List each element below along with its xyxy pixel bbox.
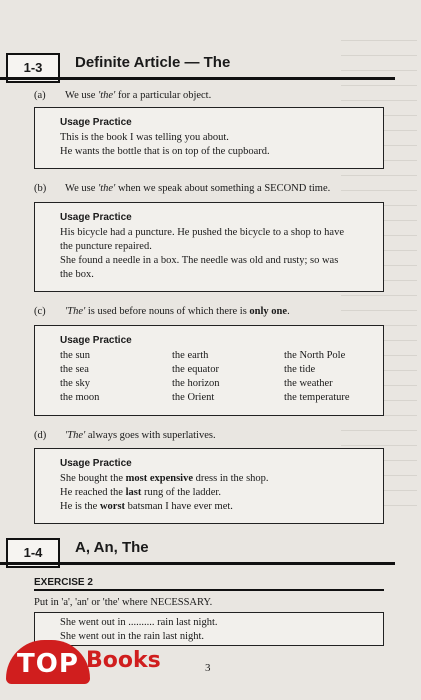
noun-item: the Orient bbox=[172, 392, 215, 403]
logo-word: Books bbox=[86, 648, 161, 673]
usage-practice-box-a bbox=[34, 107, 384, 169]
topbooks-logo bbox=[0, 640, 190, 688]
section-underline bbox=[0, 77, 395, 80]
usage-practice-box-b bbox=[34, 202, 384, 292]
example-line: His bicycle had a puncture. He pushed the bicycle to a shop to have bbox=[60, 227, 344, 238]
example-line: She bought the most expensive dress in the shop. bbox=[60, 473, 269, 484]
usage-practice-box-c bbox=[34, 325, 384, 416]
rule-text: We use 'the' for a particular object. bbox=[65, 90, 212, 101]
noun-item: the earth bbox=[172, 350, 209, 361]
noun-item: the sky bbox=[60, 378, 91, 389]
noun-item: the sun bbox=[60, 350, 91, 361]
section-number: 1-3 bbox=[6, 53, 60, 83]
noun-item: the tide bbox=[284, 364, 316, 375]
section-underline bbox=[0, 562, 395, 565]
section-number: 1-4 bbox=[6, 538, 60, 568]
noun-item: the horizon bbox=[172, 378, 220, 389]
section-title: A, An, The bbox=[75, 539, 149, 556]
page-number: 3 bbox=[205, 662, 211, 674]
rule-text: 'The' always goes with superlatives. bbox=[65, 430, 216, 441]
example-line: the puncture repaired. bbox=[60, 241, 152, 252]
noun-item: the North Pole bbox=[284, 350, 346, 361]
usage-practice-heading: Usage Practice bbox=[60, 117, 132, 128]
rule-label: (a) bbox=[34, 90, 46, 101]
usage-practice-heading: Usage Practice bbox=[60, 212, 132, 223]
section-header-1-4 bbox=[0, 535, 395, 565]
example-line: He wants the bottle that is on top of the cupboard. bbox=[60, 146, 270, 157]
exercise-rule bbox=[34, 589, 384, 591]
section-header-1-3 bbox=[0, 50, 395, 80]
usage-practice-box-d bbox=[34, 448, 384, 524]
rule-label: (d) bbox=[34, 430, 47, 441]
noun-grid bbox=[60, 349, 383, 405]
exercise-title: EXERCISE 2 bbox=[34, 577, 93, 588]
noun-item: the moon bbox=[60, 392, 100, 403]
usage-practice-heading: Usage Practice bbox=[60, 335, 132, 346]
noun-item: the weather bbox=[284, 378, 333, 389]
example-line: This is the book I was telling you about. bbox=[60, 132, 229, 143]
example-line: She found a needle in a box. The needle was old and rusty; so was bbox=[60, 255, 339, 266]
rule-text: 'The' is used before nouns of which there is only one. bbox=[65, 306, 290, 317]
rule-label: (b) bbox=[34, 183, 47, 194]
noun-item: the equator bbox=[172, 364, 219, 375]
noun-item: the temperature bbox=[284, 392, 350, 403]
exercise-example-answer: She went out in the rain last night. bbox=[60, 631, 205, 642]
logo-badge: TOP bbox=[6, 640, 90, 684]
example-line: He is the worst batsman I have ever met. bbox=[60, 501, 233, 512]
example-line: He reached the last rung of the ladder. bbox=[60, 487, 221, 498]
rule-text: We use 'the' when we speak about something a SECOND time. bbox=[65, 183, 331, 194]
rule-label: (c) bbox=[34, 306, 46, 317]
usage-practice-heading: Usage Practice bbox=[60, 458, 132, 469]
noun-item: the sea bbox=[60, 364, 89, 375]
exercise-instruction: Put in 'a', 'an' or 'the' where NECESSARY. bbox=[34, 597, 213, 608]
example-line: the box. bbox=[60, 269, 94, 280]
section-title: Definite Article — The bbox=[75, 54, 231, 71]
exercise-example-question: She went out in .......... rain last night. bbox=[60, 617, 218, 628]
